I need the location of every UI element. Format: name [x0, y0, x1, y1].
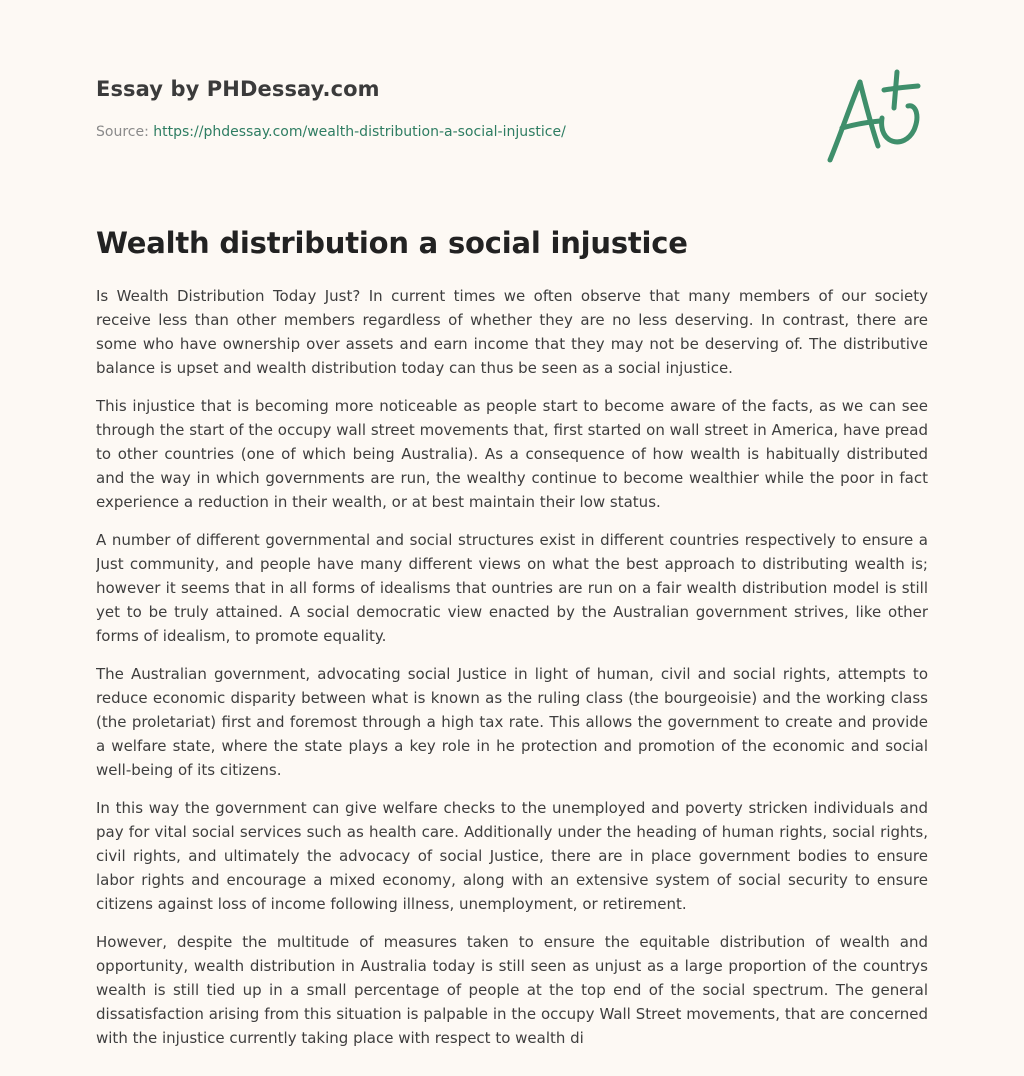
brand-name: Essay by PHDessay.com	[96, 77, 380, 101]
a-plus-grade-icon	[820, 66, 932, 166]
paragraph: A number of different governmental and social structures exist in different countries respectively to ensure a Just community, and people have many different views on what the best approach to distributing wealth is; however it seems that in all forms of idealisms that ountries are run on a fair wealth distribution model is still yet to be truly attained. A social democratic view enacted by the Australian government strives, like other forms of idealism, to promote equality.	[96, 531, 928, 645]
paragraph: The Australian government, advocating social Justice in light of human, civil and social rights, attempts to reduce economic disparity between what is known as the ruling class (the bourgeoisie) and the working class (the proletariat) first and foremost through a high tax rate. This allows the government to create and provide a welfare state, where the state plays a key role in he protection and promotion of the economic and social well-being of its citizens.	[96, 665, 928, 779]
source-line	[96, 124, 566, 140]
paragraph: In this way the government can give welfare checks to the unemployed and poverty stricken individuals and pay for vital social services such as health care. Additionally under the heading of human rights, social rights, civil rights, and ultimately the advocacy of social Justice, there are in place government bodies to ensure labor rights and encourage a mixed economy, along with an extensive system of social security to ensure citizens against loss of income following illness, unemployment, or retirement.	[96, 799, 928, 913]
paragraph: This injustice that is becoming more noticeable as people start to become aware of the facts, as we can see through the start of the occupy wall street movements that, first started on wall street in America, have pread to other countries (one of which being Australia). As a consequence of how wealth is habitually distributed and the way in which governments are run, the wealthy continue to become wealthier while the poor in fact experience a reduction in their wealth, or at best maintain their low status.	[96, 397, 928, 511]
essay-body	[96, 284, 928, 1064]
paragraph: However, despite the multitude of measures taken to ensure the equitable distribution of wealth and opportunity, wealth distribution in Australia today is still seen as unjust as a large proportion of the countrys wealth is still tied up in a small percentage of people at the top end of the social spectrum. The general dissatisfaction arising from this situation is palpable in the occupy Wall Street movements, that are concerned with the injustice currently taking place with respect to wealth di	[96, 933, 928, 1047]
essay-title: Wealth distribution a social injustice	[96, 226, 688, 260]
paragraph: Is Wealth Distribution Today Just? In current times we often observe that many members of our society receive less than other members regardless of whether they are no less deserving. In contrast, there are some who have ownership over assets and earn income that they may not be deserving of. The distributive balance is upset and wealth distribution today can thus be seen as a social injustice.	[96, 287, 928, 377]
source-link[interactable]: https://phdessay.com/wealth-distribution-a-social-injustice/	[153, 124, 566, 140]
source-label: Source:	[96, 124, 149, 140]
